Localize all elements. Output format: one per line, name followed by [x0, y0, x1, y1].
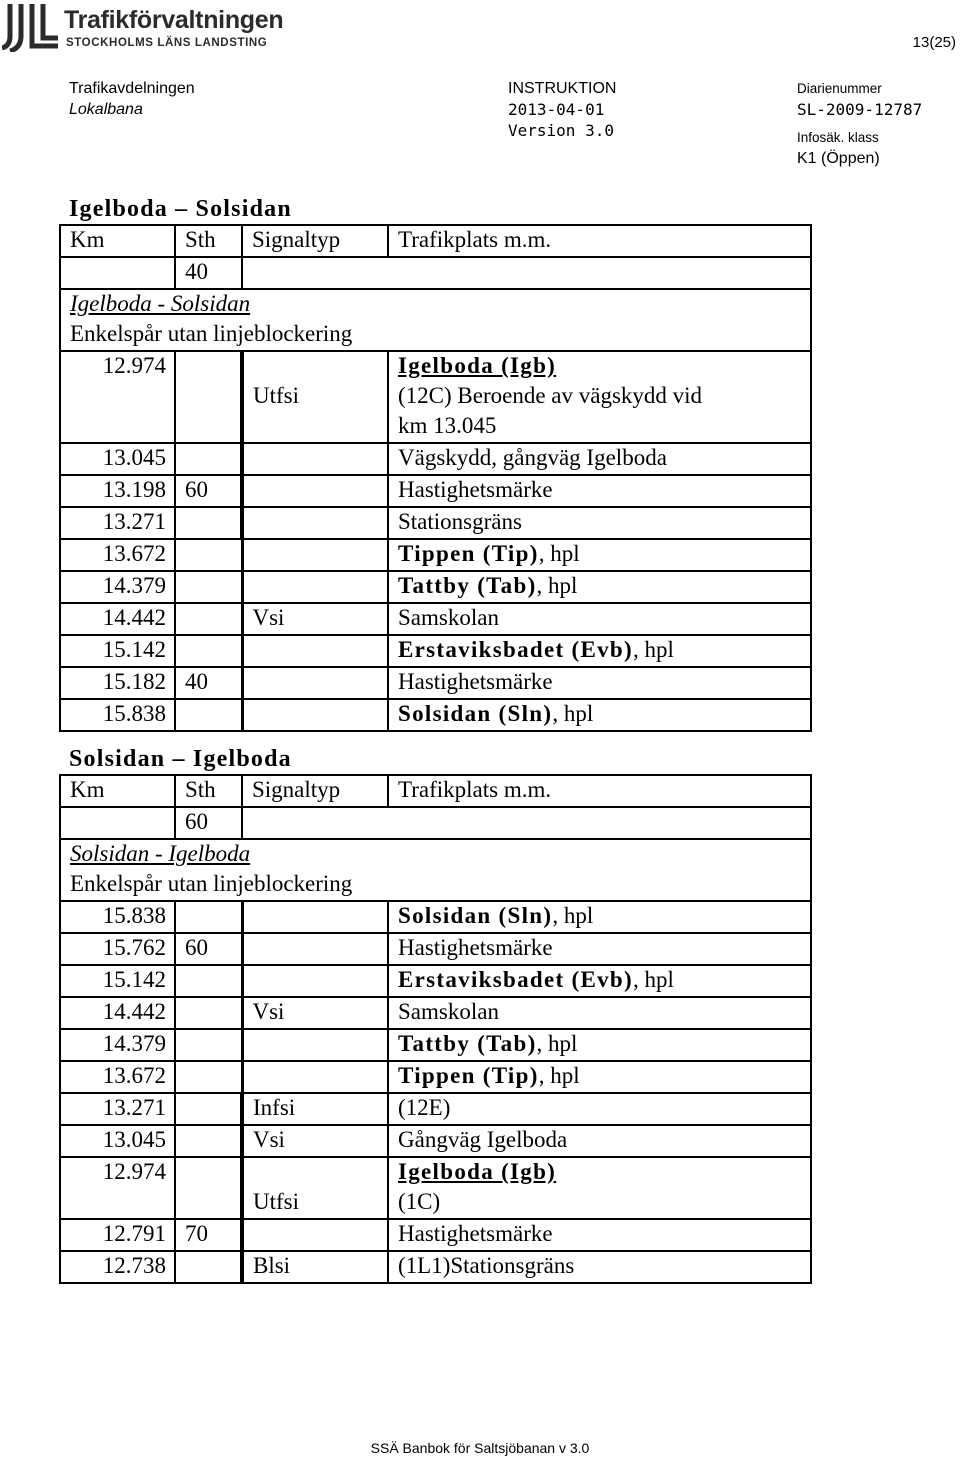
sth-cell — [175, 1093, 242, 1125]
table-row — [60, 475, 811, 507]
route-row — [60, 839, 811, 870]
logo-name: Trafikförvaltningen — [64, 6, 284, 34]
km-cell: 13.045 — [60, 443, 175, 475]
section-title-igelboda-solsidan: Igelboda – Solsidan — [69, 196, 292, 222]
km-cell: 12.738 — [60, 1251, 175, 1283]
page-footer: SSÄ Banbok för Saltsjöbanan v 3.0 — [370, 1440, 590, 1456]
table-row — [60, 965, 811, 997]
signal-type-cell: Vsi — [242, 1125, 388, 1157]
table-row — [60, 382, 811, 412]
signal-type-cell — [242, 351, 388, 382]
km-cell: 13.672 — [60, 1061, 175, 1093]
route-name-text: Solsidan - Igelboda — [70, 841, 251, 866]
trafikplats-text: , hpl — [538, 1063, 580, 1088]
sth-start-empty — [60, 807, 175, 839]
trafikplats-cell — [388, 997, 811, 1029]
trafikplats-cell — [388, 539, 811, 571]
km-cell: 13.271 — [60, 1093, 175, 1125]
route-name — [60, 839, 811, 870]
trafikplats-text: , hpl — [552, 701, 594, 726]
sth-start-blank — [242, 807, 811, 839]
trafikplats-cell — [388, 603, 811, 635]
trafikplats-text: Samskolan — [398, 999, 499, 1024]
sth-start-row — [60, 257, 811, 289]
trafikplats-cell — [388, 507, 811, 539]
km-cell: 14.442 — [60, 997, 175, 1029]
sth-cell — [175, 507, 242, 539]
signal-type-cell: Vsi — [242, 603, 388, 635]
sth-cell — [175, 1061, 242, 1093]
station-name: Tattby (Tab) — [398, 1031, 537, 1056]
signal-type-cell — [242, 507, 388, 539]
header-department — [69, 78, 195, 120]
trafikplats-cell — [388, 475, 811, 507]
km-cell: 15.762 — [60, 933, 175, 965]
table-row — [60, 507, 811, 539]
sth-cell — [175, 635, 242, 667]
signal-type-cell — [242, 933, 388, 965]
trafikplats-cell — [388, 635, 811, 667]
trafikplats-text: (1L1)Stationsgräns — [398, 1253, 575, 1278]
trafikplats-cell — [388, 1029, 811, 1061]
km-cell: 15.838 — [60, 901, 175, 933]
km-cell: 13.045 — [60, 1125, 175, 1157]
km-cell: 13.198 — [60, 475, 175, 507]
sth-cell — [175, 1188, 242, 1219]
trafikplats-cell — [388, 699, 811, 731]
signal-type-cell — [242, 699, 388, 731]
header-version: Version 3.0 — [508, 121, 614, 140]
table-row — [60, 1251, 811, 1283]
logo-mark-icon — [2, 2, 60, 52]
column-header-sth: Sth — [175, 775, 242, 807]
sth-cell — [175, 603, 242, 635]
trafikplats-text: , hpl — [538, 541, 580, 566]
sth-start-row — [60, 807, 811, 839]
section-title-solsidan-igelboda: Solsidan – Igelboda — [69, 746, 292, 772]
km-cell: 14.379 — [60, 571, 175, 603]
sth-cell — [175, 1125, 242, 1157]
trafikplats-text: Hastighetsmärke — [398, 1221, 553, 1246]
sth-cell — [175, 1157, 242, 1188]
trafikplats-cell — [388, 382, 811, 412]
sth-cell: 70 — [175, 1219, 242, 1251]
km-cell: 14.379 — [60, 1029, 175, 1061]
logo-subtitle: STOCKHOLMS LÄNS LANDSTING — [66, 37, 268, 49]
signal-type-cell: Utfsi — [242, 1188, 388, 1219]
column-header-sig: Signaltyp — [242, 225, 388, 257]
trafikplats-cell — [388, 351, 811, 382]
station-name: Tippen (Tip) — [398, 541, 539, 566]
route-name — [60, 289, 811, 320]
trafikplats-text: , hpl — [632, 637, 674, 662]
table-row — [60, 901, 811, 933]
trafikplats-cell — [388, 1093, 811, 1125]
column-header-km: Km — [60, 225, 175, 257]
trafikplats-text: Stationsgräns — [398, 509, 522, 534]
header-department-line: Trafikavdelningen — [69, 80, 195, 97]
table-row — [60, 351, 811, 382]
station-name: Solsidan (Sln) — [398, 903, 553, 928]
column-header-sig: Signaltyp — [242, 775, 388, 807]
header-classification — [797, 78, 922, 169]
sth-cell — [175, 997, 242, 1029]
timetable-igelboda-solsidan — [59, 224, 812, 732]
trafikplats-text: , hpl — [552, 903, 594, 928]
infosak-label: Infosäk. klass — [797, 130, 879, 145]
table-row — [60, 539, 811, 571]
trafikplats-cell — [388, 1125, 811, 1157]
table-row — [60, 997, 811, 1029]
sth-cell: 60 — [175, 475, 242, 507]
sth-cell — [175, 412, 242, 443]
table-header-row — [60, 775, 811, 807]
trafikplats-cell — [388, 1219, 811, 1251]
station-name: Tattby (Tab) — [398, 573, 537, 598]
table-row — [60, 699, 811, 731]
header-date: 2013-04-01 — [508, 100, 605, 119]
signal-type-cell — [242, 965, 388, 997]
sth-cell: 60 — [175, 933, 242, 965]
trafikplats-cell — [388, 1157, 811, 1188]
signal-type-cell — [242, 539, 388, 571]
sth-start-blank — [242, 257, 811, 289]
sth-cell: 40 — [175, 667, 242, 699]
column-header-sth: Sth — [175, 225, 242, 257]
table-row — [60, 1093, 811, 1125]
station-name: Erstaviksbadet (Evb) — [398, 967, 633, 992]
signal-type-cell — [242, 443, 388, 475]
column-header-ts: Trafikplats m.m. — [388, 225, 811, 257]
signal-type-cell: Utfsi — [242, 382, 388, 412]
signal-type-cell: Infsi — [242, 1093, 388, 1125]
sth-cell — [175, 571, 242, 603]
table-row — [60, 443, 811, 475]
header-unit-line: Lokalbana — [69, 101, 143, 118]
sth-cell — [175, 382, 242, 412]
sth-cell — [175, 965, 242, 997]
km-cell: 15.182 — [60, 667, 175, 699]
sth-cell — [175, 443, 242, 475]
trafikplats-cell — [388, 901, 811, 933]
page-number: 13(25) — [912, 34, 956, 51]
km-cell: 13.271 — [60, 507, 175, 539]
route-row — [60, 289, 811, 320]
infosak-value: K1 (Öppen) — [797, 150, 880, 167]
table-row — [60, 603, 811, 635]
signal-type-cell: Vsi — [242, 997, 388, 1029]
km-cell — [60, 1188, 175, 1219]
table-row — [60, 667, 811, 699]
header-document-info — [508, 78, 616, 141]
table-row — [60, 933, 811, 965]
trafikplats-text: Samskolan — [398, 605, 499, 630]
signal-type-cell: Blsi — [242, 1251, 388, 1283]
column-header-ts: Trafikplats m.m. — [388, 775, 811, 807]
diarienummer-label: Diarienummer — [797, 81, 882, 96]
line-type: Enkelspår utan linjeblockering — [60, 320, 811, 351]
sth-start-empty — [60, 257, 175, 289]
sth-cell — [175, 901, 242, 933]
trafikplats-text: km 13.045 — [398, 413, 497, 438]
trafikplats-text: Hastighetsmärke — [398, 935, 553, 960]
station-name: Tippen (Tip) — [398, 1063, 539, 1088]
km-cell: 12.974 — [60, 1157, 175, 1188]
trafikplats-cell — [388, 965, 811, 997]
table-row — [60, 635, 811, 667]
line-type: Enkelspår utan linjeblockering — [60, 870, 811, 901]
trafikplats-cell — [388, 1251, 811, 1283]
table-row — [60, 1219, 811, 1251]
signal-type-cell — [242, 412, 388, 443]
station-name: Solsidan (Sln) — [398, 701, 553, 726]
sth-cell — [175, 351, 242, 382]
trafikplats-text: , hpl — [536, 573, 578, 598]
trafikplats-cell — [388, 571, 811, 603]
signal-type-cell — [242, 1029, 388, 1061]
station-name: Igelboda (Igb) — [398, 1159, 557, 1184]
km-cell: 15.142 — [60, 635, 175, 667]
sth-cell — [175, 1029, 242, 1061]
trafikplats-cell — [388, 1061, 811, 1093]
km-cell: 12.791 — [60, 1219, 175, 1251]
trafikplats-text: , hpl — [536, 1031, 578, 1056]
trafikplats-text: (12C) Beroende av vägskydd vid — [398, 383, 703, 408]
trafikplats-cell — [388, 933, 811, 965]
table-row — [60, 412, 811, 443]
line-type-row — [60, 320, 811, 351]
trafikplats-text: Hastighetsmärke — [398, 669, 553, 694]
table-row — [60, 1188, 811, 1219]
km-cell — [60, 412, 175, 443]
organization-logo — [2, 2, 322, 54]
km-cell: 12.974 — [60, 351, 175, 382]
station-name: Erstaviksbadet (Evb) — [398, 637, 633, 662]
trafikplats-text: (1C) — [398, 1189, 441, 1214]
header-doctype: INSTRUKTION — [508, 80, 617, 97]
station-name: Igelboda (Igb) — [398, 353, 557, 378]
sth-cell — [175, 1251, 242, 1283]
table-row — [60, 1061, 811, 1093]
table-row — [60, 1029, 811, 1061]
km-cell: 14.442 — [60, 603, 175, 635]
line-type-row — [60, 870, 811, 901]
km-cell: 15.142 — [60, 965, 175, 997]
timetable-solsidan-igelboda — [59, 774, 812, 1284]
trafikplats-text: Gångväg Igelboda — [398, 1127, 568, 1152]
km-cell: 13.672 — [60, 539, 175, 571]
table-header-row — [60, 225, 811, 257]
trafikplats-cell — [388, 667, 811, 699]
table-row — [60, 571, 811, 603]
signal-type-cell — [242, 1157, 388, 1188]
table-row — [60, 1125, 811, 1157]
km-cell — [60, 382, 175, 412]
diarienummer-value: SL-2009-12787 — [797, 100, 923, 119]
table-row — [60, 1157, 811, 1188]
trafikplats-text: Vägskydd, gångväg Igelboda — [398, 445, 667, 470]
trafikplats-text: Hastighetsmärke — [398, 477, 553, 502]
sth-cell — [175, 699, 242, 731]
signal-type-cell — [242, 635, 388, 667]
sth-cell — [175, 539, 242, 571]
signal-type-cell — [242, 571, 388, 603]
column-header-km: Km — [60, 775, 175, 807]
route-name-text: Igelboda - Solsidan — [70, 291, 251, 316]
sth-start-value: 40 — [175, 257, 242, 289]
signal-type-cell — [242, 1219, 388, 1251]
trafikplats-cell — [388, 443, 811, 475]
signal-type-cell — [242, 475, 388, 507]
trafikplats-text: (12E) — [398, 1095, 451, 1120]
signal-type-cell — [242, 667, 388, 699]
trafikplats-cell — [388, 412, 811, 443]
signal-type-cell — [242, 901, 388, 933]
trafikplats-text: , hpl — [632, 967, 674, 992]
trafikplats-cell — [388, 1188, 811, 1219]
km-cell: 15.838 — [60, 699, 175, 731]
signal-type-cell — [242, 1061, 388, 1093]
sth-start-value: 60 — [175, 807, 242, 839]
